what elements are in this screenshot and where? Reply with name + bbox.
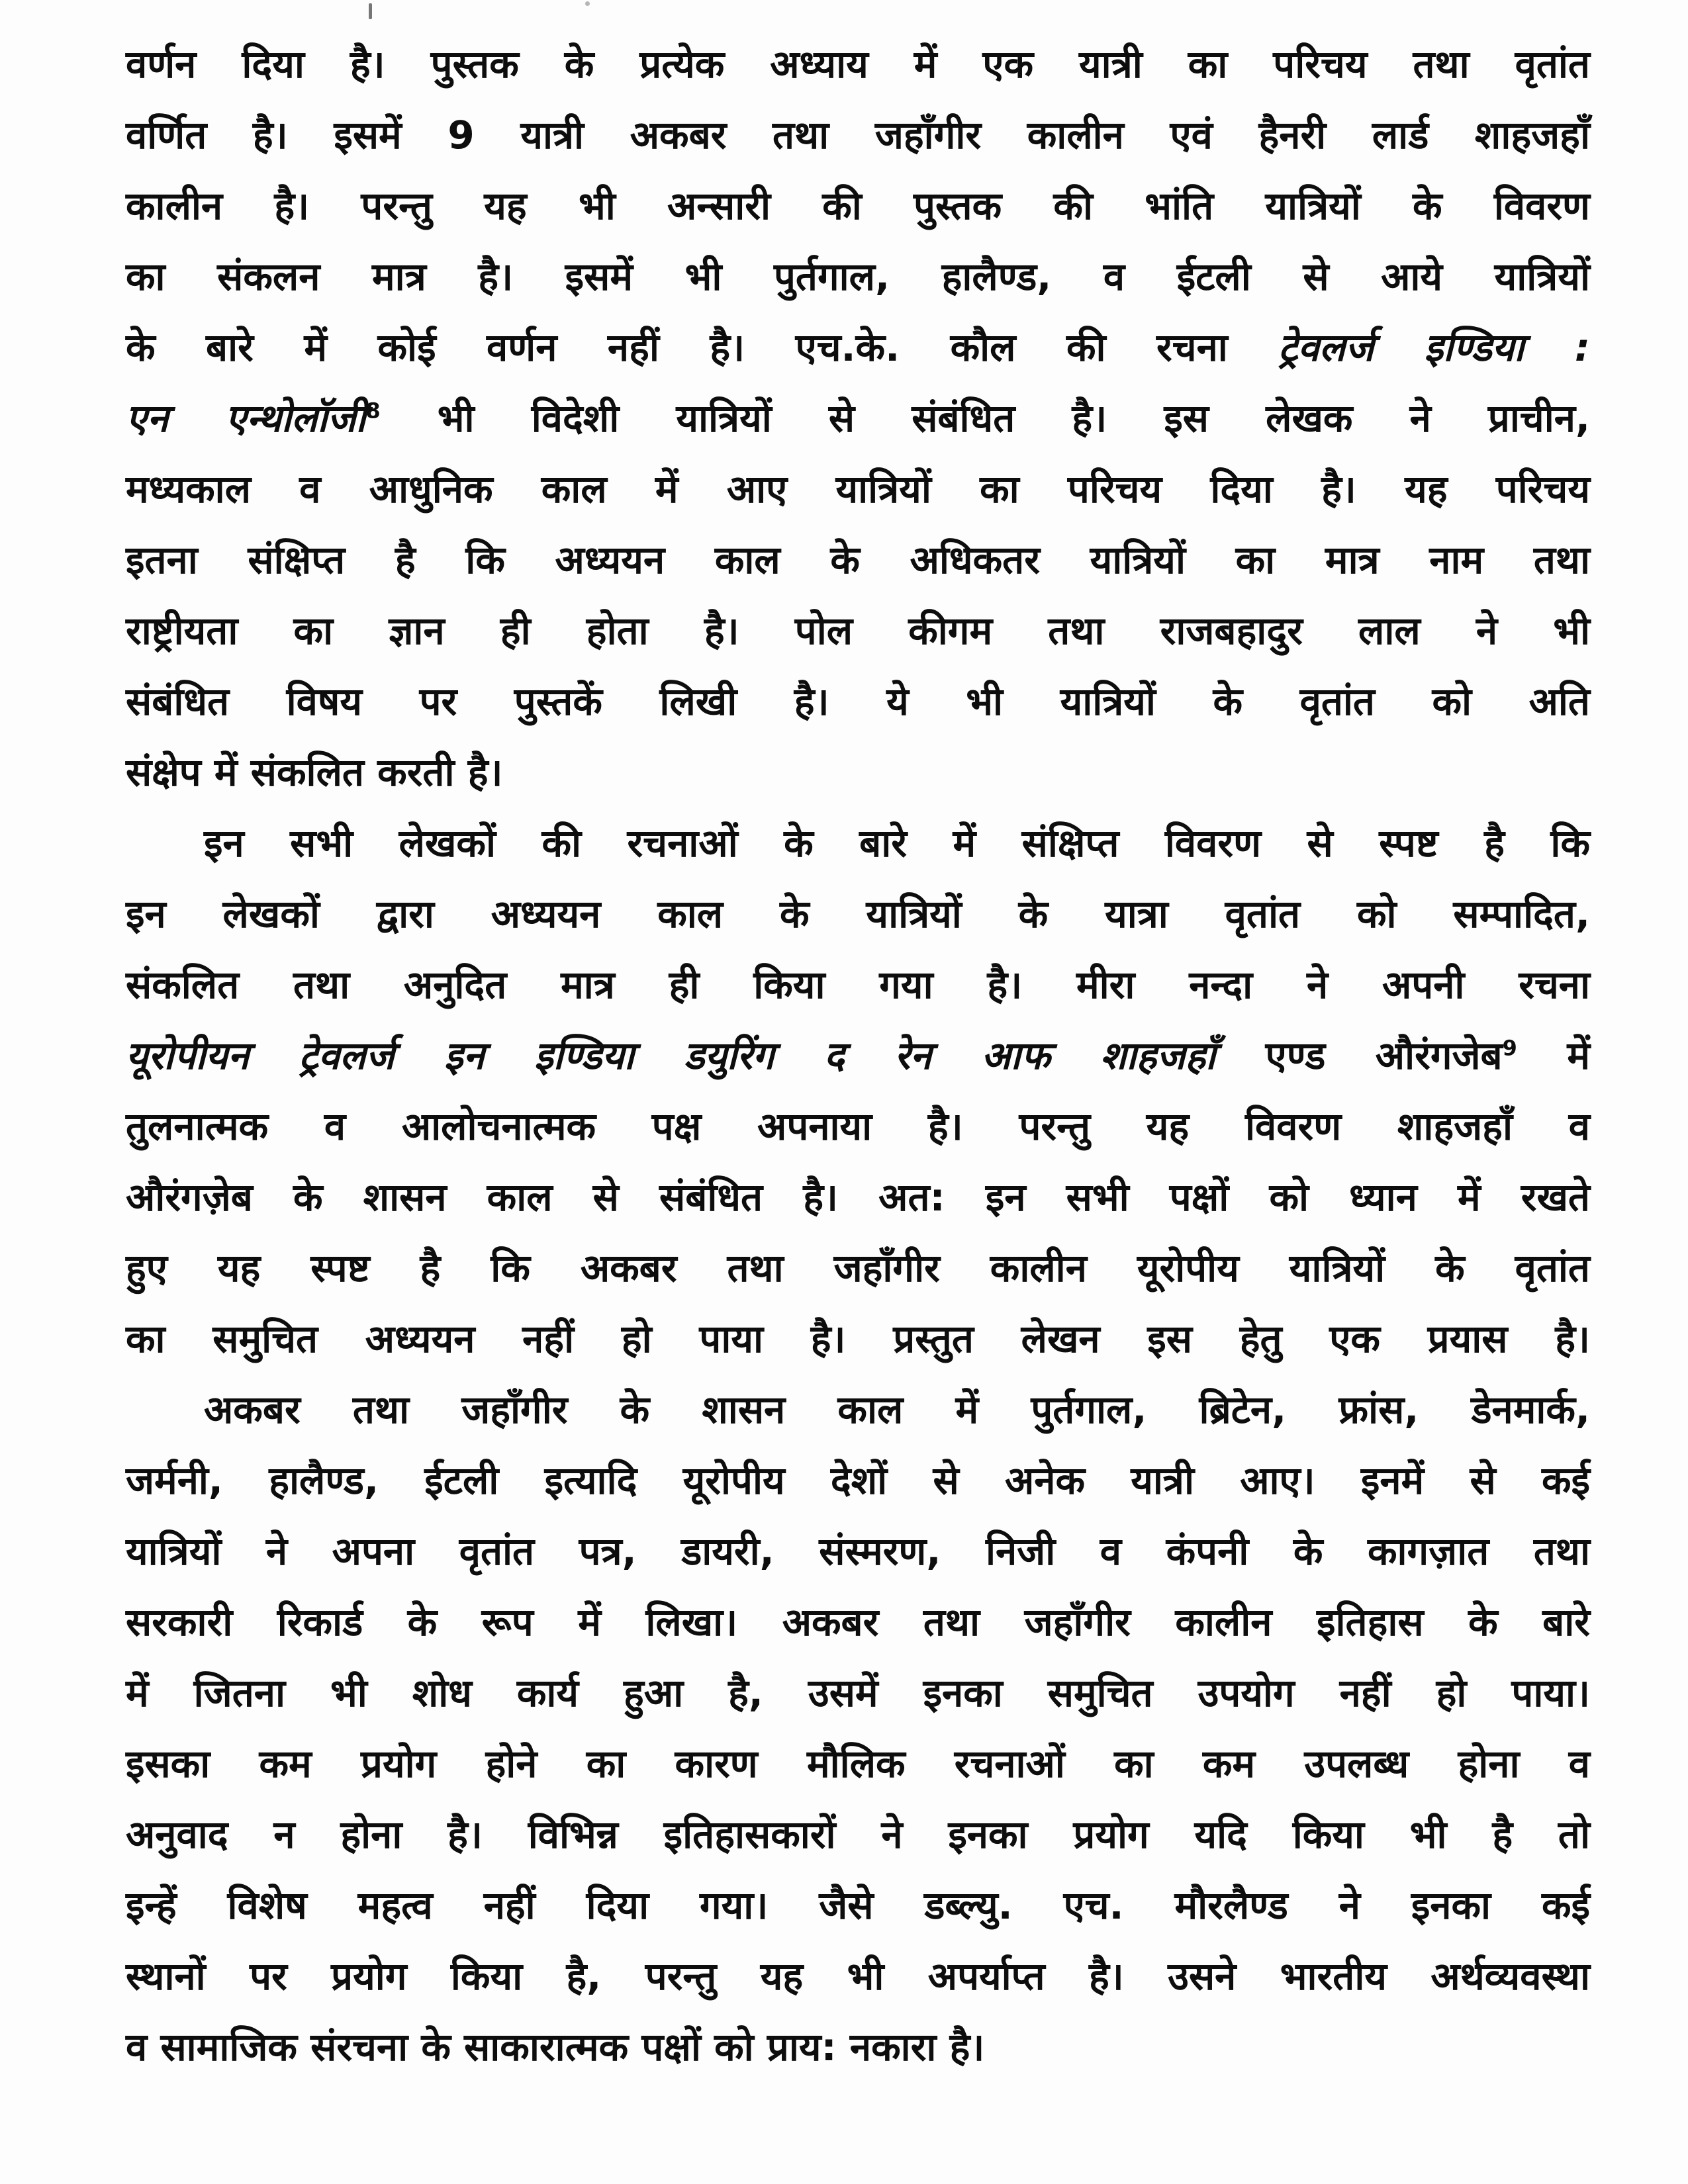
text-line: [126, 454, 1590, 525]
text-segment: इसका कम प्रयोग होने का कारण मौलिक रचनाओं का कम उपलब्ध होना व: [126, 1741, 1590, 1786]
text-line: [126, 879, 1590, 950]
text-line: [126, 737, 1590, 808]
text-segment: तुलनात्मक व आलोचनात्मक पक्ष अपनाया है। परन्तु यह विवरण शाहजहाँ व: [126, 1104, 1590, 1149]
text-segment: राष्ट्रीयता का ज्ञान ही होता है। पोल कीगम तथा राजबहादुर लाल ने भी: [126, 608, 1590, 653]
text-line: [126, 1587, 1590, 1658]
text-line: [126, 1091, 1590, 1162]
footnote-ref: 8: [365, 398, 381, 424]
text-segment: इन सभी लेखकों की रचनाओं के बारे में संक्षिप्त विवरण से स्पष्ट है कि: [204, 821, 1590, 866]
text-line: [126, 1870, 1590, 1941]
text-segment: में जितना भी शोध कार्य हुआ है, उसमें इनका समुचित उपयोग नहीं हो पाया।: [126, 1670, 1590, 1715]
text-line: [126, 1304, 1590, 1375]
text-line: [126, 1799, 1590, 1870]
text-line: [126, 1021, 1590, 1091]
book-title-segment: एन एन्थोलॉजी: [126, 396, 366, 441]
text-segment: इन्हें विशेष महत्व नहीं दिया गया। जैसे डब्ल्यु. एच. मौरलैण्ड ने इनका कई: [126, 1883, 1590, 1928]
text-line: [126, 950, 1590, 1021]
text-block: [126, 29, 1590, 2083]
text-line: [126, 1941, 1590, 2012]
text-line: [126, 171, 1590, 242]
text-line: [126, 383, 1590, 454]
book-title-segment: ट्रेवलर्ज इण्डिया :: [1278, 325, 1590, 370]
text-segment: स्थानों पर प्रयोग किया है, परन्तु यह भी अपर्याप्त है। उसने भारतीय अर्थव्यवस्था: [126, 1954, 1590, 1999]
text-segment: भी विदेशी यात्रियों से संबंधित है। इस लेखक ने प्राचीन,: [380, 396, 1590, 441]
text-segment: वर्णित है। इसमें 9 यात्री अकबर तथा जहाँगीर कालीन एवं हैनरी लार्ड शाहजहाँ: [126, 113, 1590, 158]
text-segment: अकबर तथा जहाँगीर के शासन काल में पुर्तगाल, ब्रिटेन, फ्रांस, डेनमार्क,: [204, 1387, 1590, 1432]
text-segment: जर्मनी, हालैण्ड, ईटली इत्यादि यूरोपीय देशों से अनेक यात्री आए। इनमें से कई: [126, 1458, 1590, 1503]
text-segment: अनुवाद न होना है। विभिन्न इतिहासकारों ने इनका प्रयोग यदि किया भी है तो: [126, 1812, 1590, 1857]
text-segment: संक्षेप में संकलित करती है।: [126, 750, 503, 795]
text-segment: मध्यकाल व आधुनिक काल में आए यात्रियों का परिचय दिया है। यह परिचय: [126, 467, 1590, 512]
text-segment: का समुचित अध्ययन नहीं हो पाया है। प्रस्तुत लेखन इस हेतु एक प्रयास है।: [126, 1316, 1590, 1361]
text-line: [126, 1233, 1590, 1304]
text-segment: के बारे में कोई वर्णन नहीं है। एच.के. कौल की रचना: [126, 325, 1279, 370]
text-line: [126, 100, 1590, 171]
text-line: [126, 29, 1590, 100]
text-line: [126, 312, 1590, 383]
text-line: [126, 1445, 1590, 1516]
text-segment: एण्ड औरंगजेब: [1215, 1033, 1503, 1078]
text-line: [126, 1162, 1590, 1233]
text-line: [126, 242, 1590, 312]
text-segment: संकलित तथा अनुदित मात्र ही किया गया है। मीरा नन्दा ने अपनी रचना: [126, 962, 1590, 1007]
text-line: [126, 808, 1590, 879]
text-segment: का संकलन मात्र है। इसमें भी पुर्तगाल, हालैण्ड, व ईटली से आये यात्रियों: [126, 254, 1590, 299]
text-segment: वर्णन दिया है। पुस्तक के प्रत्येक अध्याय में एक यात्री का परिचय तथा वृतांत: [126, 42, 1590, 87]
book-title-segment: यूरोपीयन ट्रेवलर्ज इन इण्डिया डयुरिंग द रेन आफ शाहजहाँ: [126, 1033, 1216, 1078]
text-line: [126, 1658, 1590, 1729]
text-line: [126, 525, 1590, 596]
text-line: [126, 1729, 1590, 1799]
text-segment: कालीन है। परन्तु यह भी अन्सारी की पुस्तक की भांति यात्रियों के विवरण: [126, 183, 1590, 228]
text-segment: संबंधित विषय पर पुस्तकें लिखी है। ये भी यात्रियों के वृतांत को अति: [126, 679, 1590, 724]
text-segment: इन लेखकों द्वारा अध्ययन काल के यात्रियों के यात्रा वृतांत को सम्पादित,: [126, 891, 1590, 936]
text-segment: इतना संक्षिप्त है कि अध्ययन काल के अधिकतर यात्रियों का मात्र नाम तथा: [126, 537, 1590, 582]
text-segment: सरकारी रिकार्ड के रूप में लिखा। अकबर तथा जहाँगीर कालीन इतिहास के बारे: [126, 1600, 1590, 1645]
footnote-ref: 9: [1502, 1035, 1517, 1061]
text-segment: हुए यह स्पष्ट है कि अकबर तथा जहाँगीर कालीन यूरोपीय यात्रियों के वृतांत: [126, 1246, 1590, 1291]
text-segment: व सामाजिक संरचना के साकारात्मक पक्षों को प्राय: नकारा है।: [126, 2025, 985, 2070]
text-segment: यात्रियों ने अपना वृतांत पत्र, डायरी, संस्मरण, निजी व कंपनी के कागज़ात तथा: [126, 1529, 1590, 1574]
text-line: [126, 1516, 1590, 1587]
text-segment: में: [1517, 1033, 1591, 1078]
scan-artifact: [369, 3, 372, 19]
text-line: [126, 666, 1590, 737]
text-line: [126, 2012, 1590, 2083]
text-line: [126, 1375, 1590, 1445]
text-line: [126, 596, 1590, 666]
text-segment: औरंगज़ेब के शासन काल से संबंधित है। अत: इन सभी पक्षों को ध्यान में रखते: [126, 1175, 1590, 1220]
scan-artifact: [585, 1, 590, 6]
